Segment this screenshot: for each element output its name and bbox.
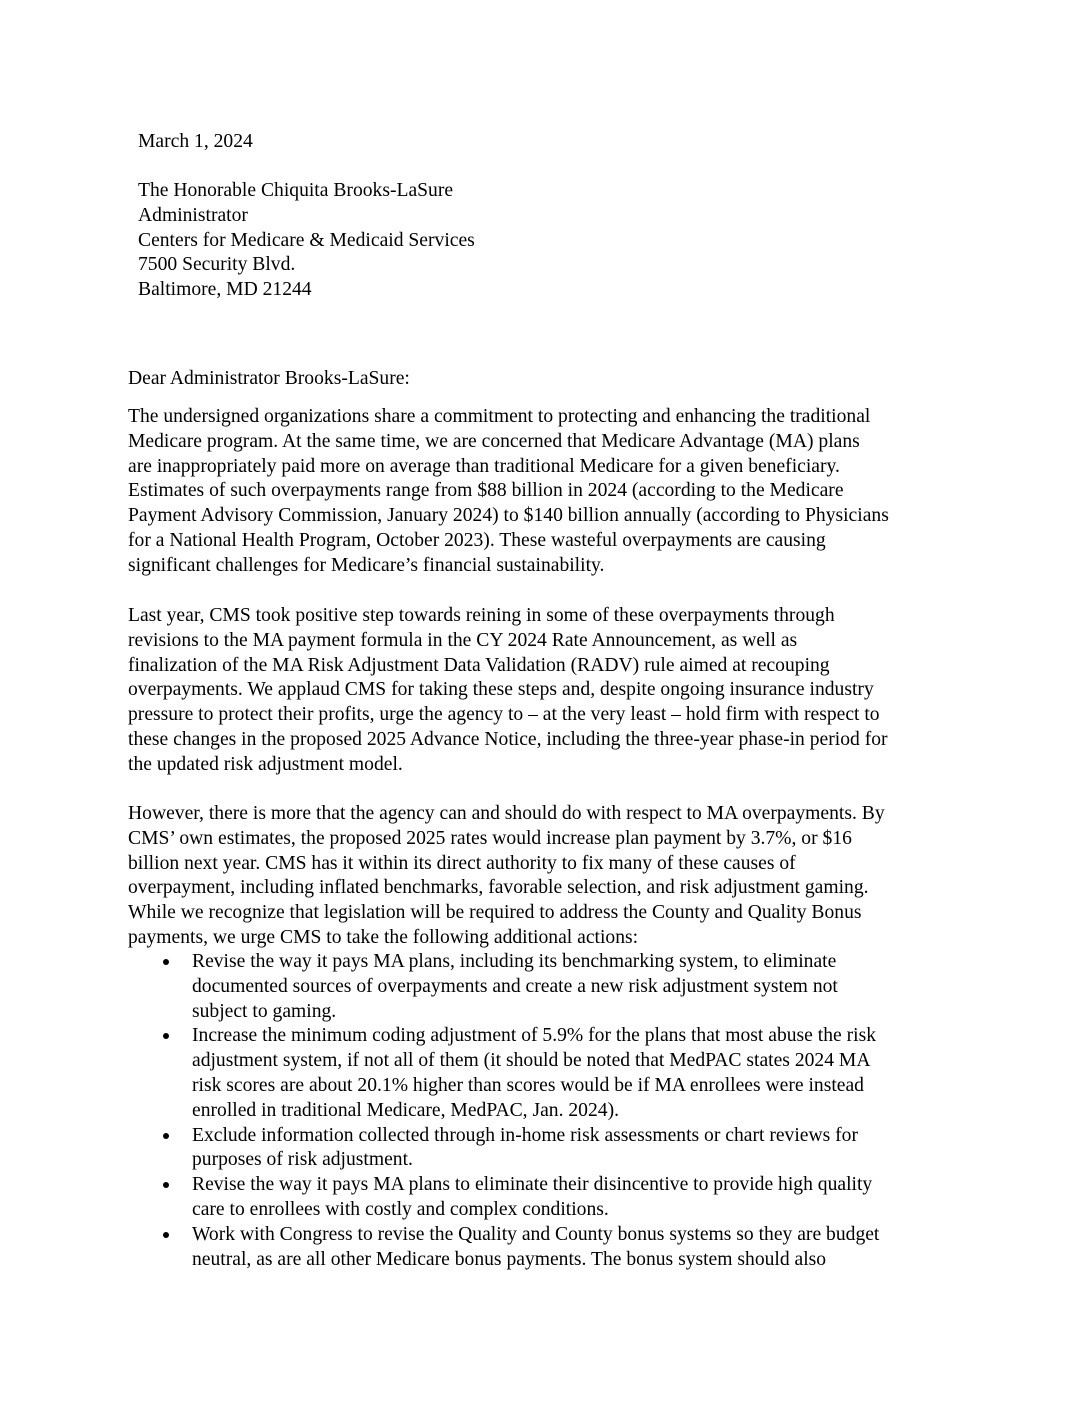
bullet-icon [163, 1232, 169, 1238]
text-line: significant challenges for Medicare’s financial sustainability. [128, 554, 605, 576]
list-item [128, 1223, 968, 1273]
text-line: pressure to protect their profits, urge the agency to – at the very least – hold firm with respect to [128, 704, 880, 726]
text-line: these changes in the proposed 2025 Advance Notice, including the three-year phase-in period for [128, 728, 888, 750]
bullet-icon [163, 959, 169, 965]
address-line: The Honorable Chiquita Brooks-LaSure [138, 180, 454, 201]
bullet-icon [163, 1033, 169, 1039]
text-line: billion next year. CMS has it within its direct authority to fix many of these causes of [128, 852, 796, 874]
text-line: Payment Advisory Commission, January 2024) to $140 billion annually (according to Physicians [128, 505, 889, 527]
text-line: The undersigned organizations share a commitment to protecting and enhancing the traditional [128, 406, 871, 427]
text-line: CMS’ own estimates, the proposed 2025 rates would increase plan payment by 3.7%, or $16 [128, 827, 852, 849]
address-line: Baltimore, MD 21244 [138, 279, 312, 301]
text-line: Work with Congress to revise the Quality and County bonus systems so they are budget [192, 1223, 880, 1245]
paragraph-last-year [128, 604, 968, 778]
text-line: payments, we urge CMS to take the following additional actions: [128, 926, 639, 948]
text-line: documented sources of overpayments and create a new risk adjustment system not [192, 975, 838, 997]
text-line: Medicare program. At the same time, we are concerned that Medicare Advantage (MA) plans [128, 430, 860, 452]
text-line: Last year, CMS took positive step towards reining in some of these overpayments through [128, 605, 835, 626]
list-item [128, 1124, 968, 1174]
address-line: Centers for Medicare & Medicaid Services [138, 229, 475, 251]
paragraph-intro [128, 405, 968, 579]
text-line: finalization of the MA Risk Adjustment Data Validation (RADV) rule aimed at recouping [128, 654, 830, 676]
paragraph-however [128, 802, 968, 951]
text-line: overpayments. We applaud CMS for taking these steps and, despite ongoing insurance industry [128, 679, 874, 701]
text-line: enrolled in traditional Medicare, MedPAC, Jan. 2024). [192, 1099, 619, 1121]
text-line: are inappropriately paid more on average than traditional Medicare for a given beneficiary. [128, 455, 840, 477]
text-line: However, there is more that the agency can and should do with respect to MA overpayments. By [128, 803, 885, 824]
bullet-icon [163, 1182, 169, 1188]
text-line: overpayment, including inflated benchmarks, favorable selection, and risk adjustment gaming. [128, 877, 869, 899]
address-line: 7500 Security Blvd. [138, 254, 296, 276]
text-line: adjustment system, if not all of them (it should be noted that MedPAC states 2024 MA [192, 1050, 871, 1072]
text-line: Increase the minimum coding adjustment of 5.9% for the plans that most abuse the risk [192, 1025, 876, 1047]
text-line: Revise the way it pays MA plans to eliminate their disincentive to provide high quality [192, 1174, 873, 1196]
text-line: the updated risk adjustment model. [128, 753, 403, 775]
bullet-icon [163, 1133, 169, 1139]
list-item [128, 1173, 968, 1223]
letter-date: March 1, 2024 [138, 131, 253, 152]
text-line: Exclude information collected through in-home risk assessments or chart reviews for [192, 1124, 858, 1146]
text-line: While we recognize that legislation will be required to address the County and Quality Bonus [128, 902, 862, 924]
salutation: Dear Administrator Brooks-LaSure: [128, 368, 410, 389]
text-line: for a National Health Program, October 2023). These wasteful overpayments are causing [128, 529, 826, 551]
actions-list [128, 950, 968, 1272]
text-line: revisions to the MA payment formula in the CY 2024 Rate Announcement, as well as [128, 629, 798, 651]
text-line: Estimates of such overpayments range from $88 billion in 2024 (according to the Medicare [128, 480, 844, 502]
text-line: Revise the way it pays MA plans, including its benchmarking system, to eliminate [192, 951, 837, 972]
text-line: risk scores are about 20.1% higher than scores would be if MA enrollees were instead [192, 1074, 864, 1096]
list-item [128, 1024, 968, 1123]
address-line: Administrator [138, 204, 248, 226]
text-line: subject to gaming. [192, 1000, 337, 1022]
recipient-address [138, 179, 475, 303]
text-line: purposes of risk adjustment. [192, 1149, 413, 1171]
text-line: care to enrollees with costly and complex conditions. [192, 1198, 609, 1220]
list-item [128, 950, 968, 1024]
text-line: neutral, as are all other Medicare bonus payments. The bonus system should also [192, 1248, 827, 1270]
